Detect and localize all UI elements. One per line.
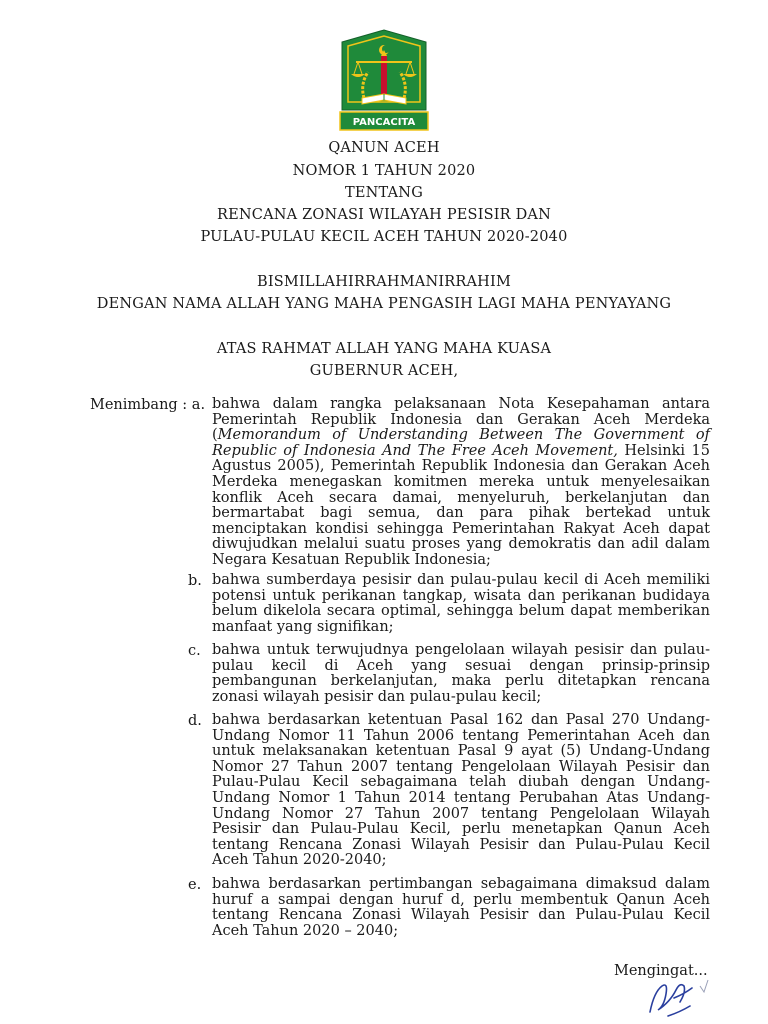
considering-item-d: bahwa berdasarkan ketentuan Pasal 162 dan Pasal 270 Undang-Undang Nomor 11 Tahun 2006 tentang Pemerintahan Aceh dan untuk melaksanakan ketentuan Pasal 9 ayat (5) Undang-Undang Nomor 27 Tahun 2007 tentang Pengelolaan Wilayah Pesisir dan Pulau-Pulau Kecil sebagaimana telah diubah dengan Undang-Undang Nomor 1 Tahun 2014 tentang Perubahan Atas Undang-Undang Nomor 27 Tahun 2007 tentang Pengelolaan Wilayah Pesisir dan Pulau-Pulau Kecil, perlu menetapkan Qanun Aceh tentang Rencana Zonasi Wilayah Pesisir dan Pulau-Pulau Kecil Aceh Tahun 2020-2040; xyxy=(212,712,710,869)
governor-title: GUBERNUR ACEH, xyxy=(309,363,459,379)
continuation-text: Mengingat... xyxy=(614,963,708,979)
item-a-text-post: Helsinki 15 Agustus 2005), Pemerintah Republik Indonesia dan Gerakan Aceh Merdeka menegaskan komitmen mereka untuk menyelesaikan konflik Aceh secara damai, menyeluruh, berkelanjutan dan bermartabat bagi semua, dan para pihak bertekad untuk menciptakan kondisi sehingga Pemerintahan Rakyat Aceh dapat diwujudkan melalui suatu proses yang demokratis dan adil dalam Negara Kesatuan Republik Indonesia; xyxy=(212,442,710,568)
document-subject-line-2: PULAU-PULAU KECIL ACEH TAHUN 2020-2040 xyxy=(200,229,568,245)
emblem-banner-text: PANCACITA xyxy=(352,117,416,128)
grace-statement: ATAS RAHMAT ALLAH YANG MAHA KUASA xyxy=(216,341,552,357)
considering-item-b: bahwa sumberdaya pesisir dan pulau-pulau kecil di Aceh memiliki potensi untuk perikanan tangkap, wisata dan perikanan budidaya belum dikelola secara optimal, sehingga belum dapat memberikan manfaat yang signifikan; xyxy=(212,572,710,635)
item-e-letter: e. xyxy=(188,877,202,893)
document-about: TENTANG xyxy=(345,185,423,201)
considering-item-a xyxy=(212,397,710,569)
item-a-text-italic: Memorandum of Understanding Between The Government of Republic of Indonesia And The Free Aceh Movement, xyxy=(212,427,710,459)
considering-label: Menimbang : a. xyxy=(90,397,206,413)
document-number: NOMOR 1 TAHUN 2020 xyxy=(292,163,476,179)
bismillah: BISMILLAHIRRAHMANIRRAHIM xyxy=(256,274,511,290)
considering-item-c: bahwa untuk terwujudnya pengelolaan wilayah pesisir dan pulau-pulau kecil di Aceh yang sesuai dengan prinsip-prinsip pembangunan berkelanjutan, maka perlu ditetapkan rencana zonasi wilayah pesisir dan pulau-pulau kecil; xyxy=(212,642,710,705)
aceh-emblem-logo xyxy=(338,28,430,134)
document-subject-line-1: RENCANA ZONASI WILAYAH PESISIR DAN xyxy=(216,207,551,223)
handwritten-initial-signature xyxy=(640,972,710,1020)
document-title: QANUN ACEH xyxy=(328,140,440,156)
item-d-letter: d. xyxy=(188,713,202,729)
item-a-text-pre: bahwa dalam rangka pelaksanaan Nota Kesepahaman antara Pemerintah Republik Indonesia dan Gerakan Aceh Merdeka ( xyxy=(212,396,710,444)
considering-item-e: bahwa berdasarkan pertimbangan sebagaimana dimaksud dalam huruf a sampai dengan huruf d, perlu membentuk Qanun Aceh tentang Rencana Zonasi Wilayah Pesisir dan Pulau-Pulau Kecil Aceh Tahun 2020 – 2040; xyxy=(212,876,710,939)
item-c-letter: c. xyxy=(188,643,201,659)
name-of-allah: DENGAN NAMA ALLAH YANG MAHA PENGASIH LAGI MAHA PENYAYANG xyxy=(96,296,672,312)
item-b-letter: b. xyxy=(188,573,202,589)
